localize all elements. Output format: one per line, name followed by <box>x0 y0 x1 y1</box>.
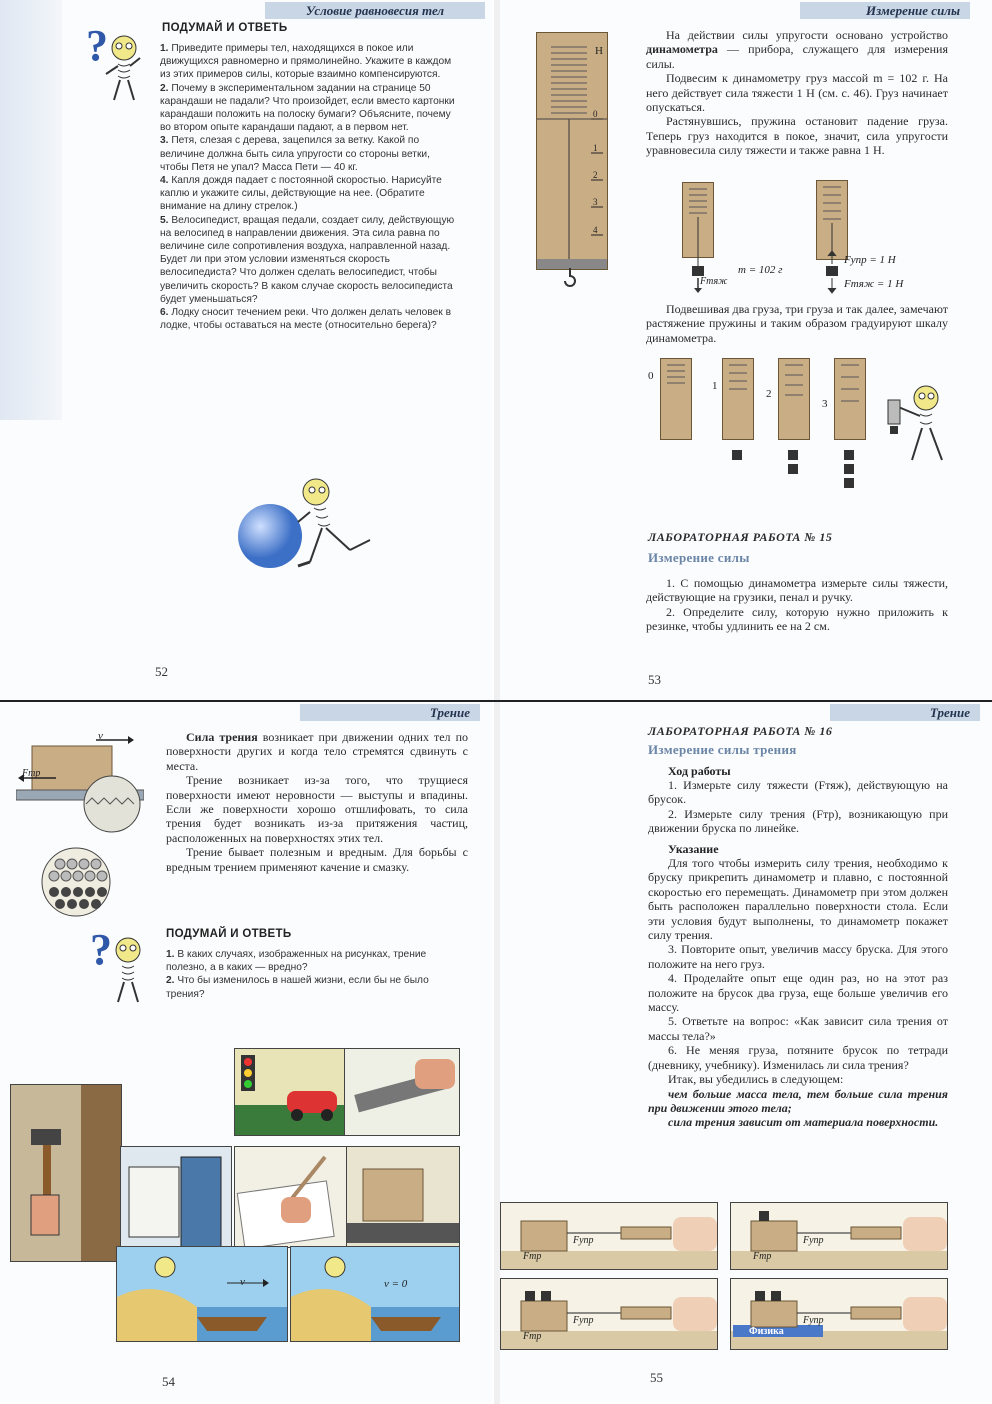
surface-particles-illustration <box>40 846 112 918</box>
experiment-figure-1 <box>500 1202 718 1270</box>
calib-label: 0 <box>648 370 654 382</box>
experiment-figure-3 <box>500 1278 718 1350</box>
scale-mark: 4 <box>593 225 598 235</box>
picture-mascot-boat-moving <box>116 1246 288 1342</box>
lab-hint: Для того чтобы измерить силу трения, необходимо к бруску прикрепить динамометр и плавно, с постоянной скоростью его перемещать. Динамометр при этом должен быть расположен параллельно поверхности стола. Если эти условия будут выполнены, то динамометр покажет силу трения. 3. Повторите опыт, увеличив массу бруска. Для этого положите на него груз. 4. Проделайте опыт еще один раз, но на этот раз положите на брусок два груза, еще больше увеличив его массу. 5. Ответьте на вопрос: «Как зависит сила трения от массы тела?» 6. Не меняя груза, потяните брусок по тетради (дневнику, учебнику). Изменилась ли сила трения? Итак, вы убедились в следующем: чем больше масса тела, тем больше сила трения при движении этого тела; сила трения зависит от материала поверхности. <box>648 856 948 1130</box>
scale-unit-label: Н <box>595 45 603 57</box>
experiment-figure-4 <box>730 1278 948 1350</box>
force-gravity-label: Fтяж <box>700 276 728 287</box>
calib-label: 3 <box>822 398 828 410</box>
elastic-force-label: Fупр <box>803 1315 824 1326</box>
velocity-zero-label: v = 0 <box>384 1278 408 1290</box>
picture-door <box>120 1146 232 1248</box>
dynamometer-large <box>536 32 608 270</box>
think-title: ПОДУМАЙ И ОТВЕТЬ <box>162 22 288 34</box>
friction-force-label: Fтр <box>22 768 41 779</box>
question-list <box>160 42 460 332</box>
running-header: Трение <box>300 704 480 721</box>
lab-title: ЛАБОРАТОРНАЯ РАБОТА № 15 <box>648 530 833 544</box>
list-item: 1. Приведите примеры тел, находящихся в покое или движущихся равномерно и прямолинейно. Укажите в каждом из этих примеров силы, которые взаимно компенсируются. <box>160 43 452 81</box>
mascot-thinking-icon <box>100 34 148 106</box>
course-title: Ход работы <box>668 764 731 778</box>
list-item: 2. Почему в экспериментальном задании на странице 50 карандаши не падали? Что произойдет, если вместо картонки карандаши положить на полоску бумаги? Объясните, почему во втором опыте карандаши падают, а в первом нет. <box>160 82 455 134</box>
intro-text: На действии силы упругости основано устройство динамометра — прибора, служащего для измерения силы. Подвесим к динамометру груз массой m = 102 г. На него действует сила тяжести 1 Н (см. с. 46). Груз начинает опускаться. Растянувшись, пружина остановит падение груза. Теперь груз находится в покое, значит, сила упругости уравновесила силу тяжести и также равна 1 Н. <box>646 28 948 158</box>
lab-subtitle: Измерение силы трения <box>648 742 797 757</box>
dynamometer-loaded <box>816 180 848 260</box>
friction-force-label: Fтр <box>523 1251 542 1262</box>
running-header: Трение <box>830 704 980 721</box>
list-item: 4. Капля дождя падает с постоянной скоростью. Нарисуйте каплю и укажите силы, действующие на нее. (Обратите внимание на длину стрелок.) <box>160 175 442 213</box>
mass-label: m = 102 г <box>738 264 783 276</box>
page-number: 54 <box>162 1374 175 1389</box>
question-list <box>166 948 468 1001</box>
elastic-force-label: Fупр <box>573 1315 594 1326</box>
list-item: 2. Что бы изменилось в нашей жизни, если бы не было трения? <box>166 975 429 1000</box>
hook-icon <box>560 268 580 288</box>
page-55 <box>500 702 992 1402</box>
force-gravity-value: Fтяж = 1 Н <box>844 278 904 290</box>
lab-subtitle: Измерение силы <box>648 550 750 565</box>
friction-text: Сила трения возникает при движении одних тел по поверхности других и когда тело стремятся сдвинуть с места. Трение возникает из-за того, что трущиеся поверхности имеют неровности — выступы и впадины. Если же поверхности хорошо отшлифовать, то сила трения будет возникать из-за притяжения частиц, расположенных на поверхностях этих тел. Трение бывает полезным и вредным. Для борьбы с вредным трением применяют качение и смазку. <box>166 730 468 874</box>
page-number: 52 <box>155 664 168 679</box>
friction-force-label: Fтр <box>523 1331 542 1342</box>
list-item: 3. Петя, слезая с дерева, зацепился за ветку. Какой по величине должна быть сила упругости со стороны ветки, чтобы Петя не упал? Масса Пети — 40 кг. <box>160 135 430 173</box>
list-item: 6. Лодку сносит течением реки. Что должен делать человек в лодке, чтобы оставаться на месте (относительно берега)? <box>160 307 451 332</box>
page-54 <box>0 702 492 1402</box>
page-number: 53 <box>648 672 661 687</box>
list-item: 1. В каких случаях, изображенных на рисунках, трение полезно, а в каких — вредно? <box>166 949 427 974</box>
book-label: Физика <box>749 1326 784 1337</box>
velocity-label: v <box>98 730 103 742</box>
dynamometer-calib-0 <box>660 358 692 440</box>
mascot-thinking-icon <box>104 936 152 1008</box>
lab-instructions: 1. С помощью динамометра измерьте силы тяжести, действующие на грузики, пенал и ручку. 2. Определите силу, которую нужно приложить к резинке, чтобы удлинить ее на 2 см. <box>646 576 948 634</box>
lab-title: ЛАБОРАТОРНАЯ РАБОТА № 16 <box>648 724 833 738</box>
calib-label: 2 <box>766 388 772 400</box>
dynamometer-calib-2 <box>778 358 810 440</box>
question-mark-icon: ? <box>86 21 108 70</box>
picture-mascot-boat-still <box>290 1246 460 1342</box>
force-arrows-icon <box>820 250 844 296</box>
calibration-text: Подвешивая два груза, три груза и так далее, замечают растяжение пружины и таким образом градуируют шкалу динамометра. <box>646 302 948 345</box>
mascot-with-dynamometer-icon <box>884 380 954 466</box>
scale-mark: 0 <box>593 109 598 119</box>
picture-wrench <box>344 1048 460 1136</box>
question-mark-icon: ? <box>90 925 112 974</box>
elastic-force-label: Fупр <box>803 1235 824 1246</box>
think-title: ПОДУМАЙ И ОТВЕТЬ <box>166 928 292 940</box>
scale-mark: 3 <box>593 197 598 207</box>
experiment-figure-2 <box>730 1202 948 1270</box>
hint-title: Указание <box>668 842 719 856</box>
dynamometer-calib-1 <box>722 358 754 440</box>
scale-mark: 1 <box>593 143 598 153</box>
force-elastic-value: Fупр = 1 Н <box>844 254 896 266</box>
scale-mark: 2 <box>593 170 598 180</box>
picture-box-conveyor <box>346 1146 460 1248</box>
running-header: Измерение силы <box>800 2 970 19</box>
lab-steps: 1. Измерьте силу тяжести (Fтяж), действующую на брусок. 2. Измерьте силу трения (Fтр), возникающую при движении бруска по линейке. <box>648 778 948 836</box>
friction-force-label: Fтр <box>753 1251 772 1262</box>
page-53 <box>500 0 992 700</box>
friction-block-illustration <box>16 726 144 836</box>
calibration-weights-icon <box>730 440 860 500</box>
dynamometer-calib-3 <box>834 358 866 440</box>
running-header: Условие равновесия тел <box>265 2 485 19</box>
page-number: 55 <box>650 1370 663 1385</box>
faded-sidebar <box>0 0 62 420</box>
list-item: 5. Велосипедист, вращая педали, создает силу, действующую на велосипед в направлении движения. Эта сила равна по величине силе сопротивления воздуха, направленной назад. Будет ли при этом условии изменяться скорость велосипедиста? Что должен сделать велосипедист, чтобы увеличить скорость? В каком случае скорость велосипедиста будет уменьшаться? <box>160 214 455 305</box>
elastic-force-label: Fупр <box>573 1235 594 1246</box>
mascot-pushing-ball-illustration <box>230 470 390 580</box>
picture-hammer-nail <box>10 1084 122 1262</box>
page-52 <box>0 0 492 700</box>
picture-writing <box>234 1146 348 1248</box>
picture-traffic-car <box>234 1048 346 1136</box>
dynamometer-unloaded <box>682 182 714 258</box>
velocity-label: v <box>240 1276 245 1288</box>
calib-label: 1 <box>712 380 718 392</box>
